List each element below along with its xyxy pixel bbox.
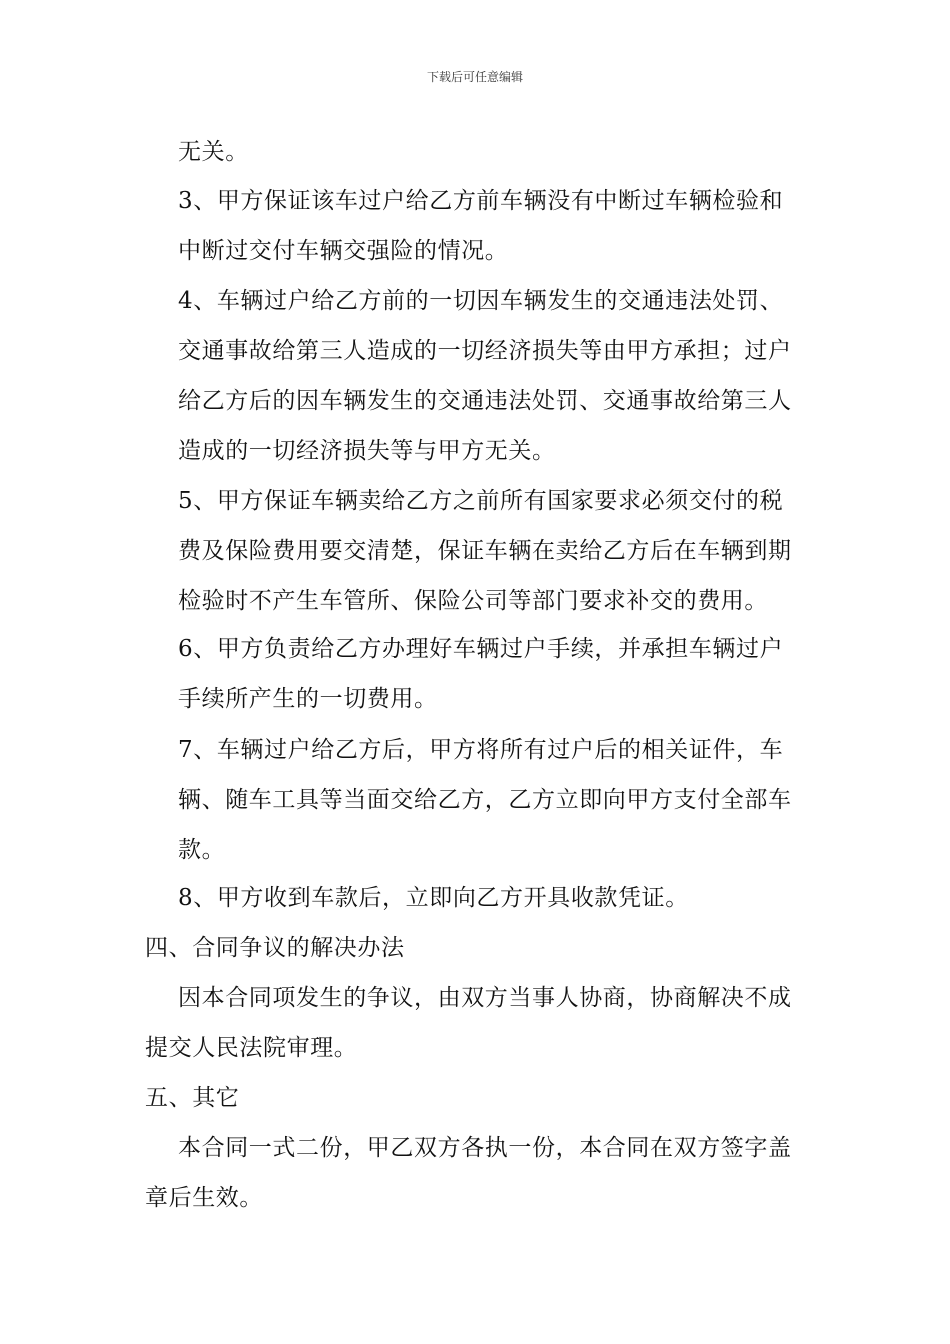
text-line: 无关。 [178, 139, 249, 165]
clause-5-line-1: 5、甲方保证车辆卖给乙方之前所有国家要求必须交付的税 [178, 488, 784, 514]
clause-5-line-2: 费及保险费用要交清楚，保证车辆在卖给乙方后在车辆到期 [178, 538, 792, 564]
clause-3-line-1: 3、甲方保证该车过户给乙方前车辆没有中断过车辆检验和 [178, 188, 784, 214]
clause-5-line-3: 检验时不产生车管所、保险公司等部门要求补交的费用。 [178, 588, 768, 614]
section-5-text-line-2: 章后生效。 [145, 1185, 263, 1211]
clause-7-line-1: 7、车辆过户给乙方后，甲方将所有过户后的相关证件，车 [178, 737, 784, 763]
clause-3-line-2: 中断过交付车辆交强险的情况。 [178, 238, 509, 264]
section-5-text-line-1: 本合同一式二份，甲乙双方各执一份，本合同在双方签字盖 [178, 1135, 792, 1161]
section-4-heading: 四、合同争议的解决办法 [145, 935, 405, 961]
clause-4-line-2: 交通事故给第三人造成的一切经济损失等由甲方承担；过户 [178, 338, 792, 364]
section-4-text-line-1: 因本合同项发生的争议，由双方当事人协商，协商解决不成 [178, 985, 792, 1011]
clause-4-line-1: 4、车辆过户给乙方前的一切因车辆发生的交通违法处罚、 [178, 288, 784, 314]
clause-4-line-4: 造成的一切经济损失等与甲方无关。 [178, 438, 556, 464]
section-5-heading: 五、其它 [145, 1085, 240, 1111]
section-4-text-line-2: 提交人民法院审理。 [145, 1035, 358, 1061]
clause-4-line-3: 给乙方后的因车辆发生的交通违法处罚、交通事故给第三人 [178, 388, 792, 414]
clause-6-line-2: 手续所产生的一切费用。 [178, 686, 438, 712]
clause-8-line-1: 8、甲方收到车款后，立即向乙方开具收款凭证。 [178, 885, 689, 911]
page-header-note: 下载后可任意编辑 [426, 70, 523, 84]
clause-6-line-1: 6、甲方负责给乙方办理好车辆过户手续，并承担车辆过户 [178, 636, 784, 662]
clause-7-line-2: 辆、随车工具等当面交给乙方，乙方立即向甲方支付全部车 [178, 787, 792, 813]
clause-7-line-3: 款。 [178, 837, 226, 863]
